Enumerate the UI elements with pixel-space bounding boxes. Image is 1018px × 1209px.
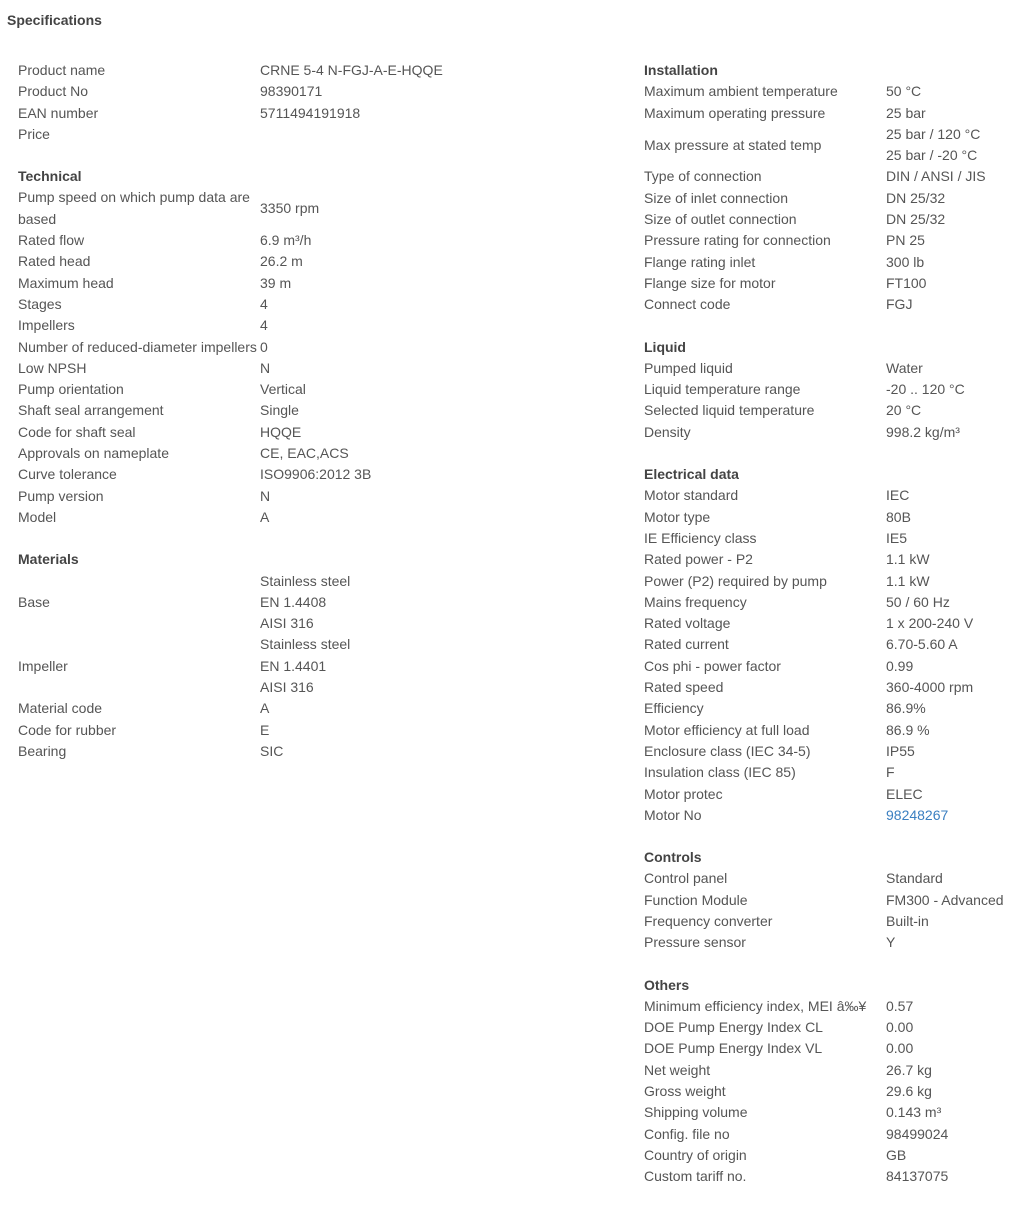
spec-label: Motor standard [644, 487, 739, 504]
spec-value: N [260, 487, 271, 504]
spec-label: Frequency converter [644, 912, 773, 929]
spec-value: 0 [260, 338, 268, 355]
spec-label: Selected liquid temperature [644, 402, 815, 419]
spec-label: Rated head [18, 253, 91, 270]
section-title: Installation [644, 62, 718, 78]
spec-value: Built-in [886, 912, 929, 929]
spec-row [644, 677, 1014, 698]
spec-value: 98390171 [260, 83, 323, 100]
spec-value: HQQE [260, 423, 302, 440]
spec-values [886, 422, 1014, 443]
spec-label: Maximum ambient temperature [644, 83, 838, 100]
spec-label: Liquid temperature range [644, 381, 801, 398]
spec-label: Rated power - P2 [644, 551, 753, 568]
spec-values [886, 528, 1014, 549]
spec-value: FM300 - Advanced [886, 891, 1004, 908]
spec-label: Size of outlet connection [644, 211, 797, 228]
section-title: Controls [644, 849, 702, 866]
spec-section-general [18, 60, 518, 145]
spec-label: Minimum efficiency index, MEI â‰¥ [644, 997, 867, 1014]
spec-row [644, 485, 1014, 506]
spec-value: 98499024 [886, 1125, 949, 1142]
spec-values [886, 805, 1014, 826]
spec-row [644, 230, 1014, 251]
spec-value: 998.2 kg/m³ [886, 423, 960, 440]
spec-row [644, 1038, 1014, 1059]
spec-label: Impellers [18, 317, 75, 334]
spec-value: 26.7 kg [886, 1061, 932, 1078]
spec-value: DN 25/32 [886, 211, 946, 228]
spec-value: 0.00 [886, 1019, 914, 1036]
spec-row [644, 996, 1014, 1017]
spec-values [886, 294, 1014, 315]
spec-value: 6.70-5.60 A [886, 636, 958, 653]
spec-row [644, 81, 1014, 102]
spec-row [18, 294, 518, 315]
spec-row [18, 486, 518, 507]
spec-values [886, 868, 1014, 889]
section-title: Technical [18, 168, 82, 185]
section-title: Others [644, 976, 690, 993]
spec-values [886, 656, 1014, 677]
spec-value: 3350 rpm [260, 200, 320, 217]
spec-label: Config. file no [644, 1125, 730, 1142]
spec-values [886, 932, 1014, 953]
spec-label: Control panel [644, 870, 728, 887]
spec-values [260, 60, 518, 81]
spec-row [644, 358, 1014, 379]
spec-values [260, 464, 518, 485]
spec-values [886, 1102, 1014, 1123]
spec-label: Cos phi - power factor [644, 657, 781, 674]
spec-values [260, 571, 518, 635]
spec-row [18, 720, 518, 741]
spec-section-materials [18, 549, 518, 762]
spec-row [644, 656, 1014, 677]
spec-values [886, 592, 1014, 613]
spec-values [260, 337, 518, 358]
spec-label: DOE Pump Energy Index CL [644, 1019, 823, 1036]
spec-row [18, 698, 518, 719]
spec-value: IP55 [886, 742, 915, 759]
spec-row [18, 443, 518, 464]
spec-label: Efficiency [644, 700, 704, 717]
spec-label: Model [18, 508, 57, 525]
spec-values [886, 996, 1014, 1017]
spec-label: Net weight [644, 1061, 711, 1078]
spec-row [644, 103, 1014, 124]
spec-values [886, 358, 1014, 379]
spec-label: Rated current [644, 636, 729, 653]
spec-label: Curve tolerance [18, 466, 117, 483]
spec-label: Enclosure class (IEC 34-5) [644, 742, 811, 759]
spec-label: Type of connection [644, 168, 762, 185]
spec-value: ISO9906:2012 3B [260, 466, 372, 483]
spec-values [886, 634, 1014, 655]
spec-row [644, 1166, 1014, 1187]
spec-label: Mains frequency [644, 593, 747, 610]
spec-values [886, 677, 1014, 698]
spec-value: 1.1 kW [886, 551, 930, 568]
spec-section-technical [18, 166, 518, 528]
spec-section-others [644, 975, 1014, 1188]
spec-row [18, 379, 518, 400]
spec-label: Shaft seal arrangement [18, 402, 164, 419]
spec-row [18, 230, 518, 251]
spec-values [886, 103, 1014, 124]
spec-row [18, 507, 518, 528]
spec-row [644, 784, 1014, 805]
spec-label: Pressure rating for connection [644, 232, 831, 249]
spec-value: 0.99 [886, 657, 914, 674]
spec-label: Insulation class (IEC 85) [644, 764, 796, 781]
spec-row [18, 464, 518, 485]
spec-row [644, 400, 1014, 421]
spec-value: 1.1 kW [886, 572, 930, 589]
spec-value: 0.00 [886, 1040, 914, 1057]
spec-row [18, 337, 518, 358]
spec-value: 0.143 m³ [886, 1104, 942, 1121]
spec-values [886, 507, 1014, 528]
spec-value: DN 25/32 [886, 189, 946, 206]
spec-row [644, 720, 1014, 741]
spec-row [644, 1081, 1014, 1102]
spec-row [18, 571, 518, 635]
spec-values [260, 198, 518, 219]
spec-label: Stages [18, 295, 62, 312]
spec-values [260, 315, 518, 336]
spec-row [644, 890, 1014, 911]
spec-row [644, 252, 1014, 273]
spec-values [886, 698, 1014, 719]
spec-row [644, 571, 1014, 592]
spec-value: CE, EAC,ACS [260, 445, 349, 462]
spec-value: A [260, 700, 270, 717]
spec-row [644, 1102, 1014, 1123]
spec-value: 29.6 kg [886, 1083, 932, 1100]
spec-row [644, 507, 1014, 528]
spec-values [886, 1060, 1014, 1081]
spec-section-controls [644, 847, 1014, 953]
spec-values [260, 486, 518, 507]
spec-values [260, 273, 518, 294]
spec-row [644, 1145, 1014, 1166]
spec-value-link[interactable]: 98248267 [886, 806, 949, 823]
spec-label: Motor protec [644, 785, 723, 802]
spec-values [886, 485, 1014, 506]
spec-values [886, 1166, 1014, 1187]
spec-row [18, 273, 518, 294]
spec-value: PN 25 [886, 232, 925, 249]
spec-label: Function Module [644, 891, 748, 908]
spec-values [886, 1081, 1014, 1102]
spec-value: Stainless steel [260, 572, 351, 589]
spec-label: Connect code [644, 296, 731, 313]
spec-values [886, 81, 1014, 102]
spec-row [644, 528, 1014, 549]
spec-values [886, 124, 1014, 167]
spec-value: -20 .. 120 °C [886, 381, 965, 398]
spec-values [886, 741, 1014, 762]
spec-label: Pressure sensor [644, 934, 746, 951]
spec-value: EN 1.4401 [260, 657, 327, 674]
spec-value: 84137075 [886, 1168, 949, 1185]
spec-label: Power (P2) required by pump [644, 572, 827, 589]
spec-value: FT100 [886, 274, 927, 291]
page-title: Specifications [7, 12, 102, 28]
spec-label: Rated speed [644, 679, 724, 696]
spec-values [886, 273, 1014, 294]
spec-label: Size of inlet connection [644, 189, 788, 206]
spec-value: Stainless steel [260, 636, 351, 653]
spec-values [886, 784, 1014, 805]
spec-value: GB [886, 1146, 907, 1163]
spec-label: Bearing [18, 742, 67, 759]
spec-values [886, 1145, 1014, 1166]
spec-row [18, 634, 518, 698]
spec-values [260, 230, 518, 251]
spec-value: IEC [886, 487, 910, 504]
spec-values [886, 571, 1014, 592]
spec-row [644, 1017, 1014, 1038]
spec-value: Water [886, 359, 923, 376]
spec-value: N [260, 359, 271, 376]
spec-row [644, 634, 1014, 655]
spec-values [886, 379, 1014, 400]
spec-row [644, 762, 1014, 783]
spec-row [18, 60, 518, 81]
spec-value: Standard [886, 870, 943, 887]
spec-label: Code for shaft seal [18, 423, 136, 440]
spec-row [644, 592, 1014, 613]
spec-value: 300 lb [886, 253, 925, 270]
spec-values [886, 400, 1014, 421]
spec-section-electrical-data [644, 464, 1014, 826]
spec-row [18, 187, 518, 230]
spec-value: Vertical [260, 381, 306, 398]
spec-values [260, 741, 518, 762]
spec-values [260, 422, 518, 443]
spec-label: Pumped liquid [644, 359, 733, 376]
spec-label: Pump version [18, 487, 104, 504]
spec-label: Maximum operating pressure [644, 104, 826, 121]
spec-values [260, 81, 518, 102]
spec-label: Product name [18, 62, 106, 78]
spec-value: 39 m [260, 274, 292, 291]
spec-label: Shipping volume [644, 1104, 748, 1121]
spec-value: CRNE 5-4 N-FGJ-A-E-HQQE [260, 62, 443, 78]
spec-value: Y [886, 934, 896, 951]
spec-values [260, 720, 518, 741]
spec-values [886, 720, 1014, 741]
spec-row [644, 273, 1014, 294]
spec-value: AISI 316 [260, 679, 314, 696]
spec-value: 25 bar / 120 °C [886, 125, 981, 142]
spec-row [644, 294, 1014, 315]
spec-label: Code for rubber [18, 721, 117, 738]
spec-label: Impeller [18, 657, 68, 674]
spec-row [18, 124, 518, 145]
spec-label: Product No [18, 83, 89, 100]
spec-label: Custom tariff no. [644, 1168, 747, 1185]
spec-values [886, 890, 1014, 911]
spec-value: FGJ [886, 296, 913, 313]
spec-value: 360-4000 rpm [886, 679, 974, 696]
spec-value: 20 °C [886, 402, 922, 419]
spec-value: 0.57 [886, 997, 914, 1014]
spec-value: AISI 316 [260, 615, 314, 632]
spec-value: 25 bar [886, 104, 926, 121]
spec-values [260, 294, 518, 315]
spec-values [260, 251, 518, 272]
spec-values [260, 379, 518, 400]
spec-row [18, 358, 518, 379]
spec-value: ELEC [886, 785, 923, 802]
spec-value: E [260, 721, 270, 738]
spec-section-installation [644, 60, 1014, 316]
spec-value: 26.2 m [260, 253, 303, 270]
spec-values [886, 762, 1014, 783]
spec-values [260, 103, 518, 124]
spec-row [18, 400, 518, 421]
spec-section-liquid [644, 337, 1014, 443]
spec-value: F [886, 764, 895, 781]
spec-label: Pump orientation [18, 381, 124, 398]
spec-value: EN 1.4408 [260, 593, 327, 610]
spec-label: Price [18, 125, 50, 142]
spec-row [644, 868, 1014, 889]
spec-row [644, 549, 1014, 570]
spec-row [18, 315, 518, 336]
spec-label: EAN number [18, 104, 99, 121]
left-spec-column [18, 60, 518, 783]
spec-row [18, 103, 518, 124]
spec-values [260, 507, 518, 528]
spec-value: 5711494191918 [260, 104, 361, 121]
spec-label: Motor efficiency at full load [644, 721, 810, 738]
spec-label: Maximum head [18, 274, 114, 291]
spec-value: 1 x 200-240 V [886, 615, 974, 632]
spec-value: 4 [260, 295, 268, 312]
spec-label: Low NPSH [18, 359, 87, 376]
spec-row [644, 613, 1014, 634]
spec-values [886, 911, 1014, 932]
spec-label: Flange rating inlet [644, 253, 756, 270]
spec-label: DOE Pump Energy Index VL [644, 1040, 823, 1057]
spec-label: Number of reduced-diameter impellers [18, 338, 257, 355]
spec-values [886, 188, 1014, 209]
spec-value: IE5 [886, 529, 908, 546]
spec-values [886, 166, 1014, 187]
spec-value: A [260, 508, 270, 525]
spec-row [644, 422, 1014, 443]
spec-values [260, 443, 518, 464]
spec-label: Motor No [644, 806, 702, 823]
spec-row [644, 741, 1014, 762]
spec-value: SIC [260, 742, 284, 759]
section-title: Electrical data [644, 466, 739, 483]
spec-label: Flange size for motor [644, 274, 776, 291]
spec-label: Material code [18, 700, 103, 717]
spec-row [644, 1124, 1014, 1145]
spec-row [644, 698, 1014, 719]
section-title: Liquid [644, 338, 686, 355]
spec-row [644, 379, 1014, 400]
spec-value: 86.9 % [886, 721, 930, 738]
right-spec-column [644, 60, 1014, 1209]
spec-row [18, 251, 518, 272]
section-title: Materials [18, 551, 79, 568]
spec-value: 6.9 m³/h [260, 232, 312, 249]
spec-values [886, 1124, 1014, 1145]
spec-values [260, 634, 518, 698]
spec-value: DIN / ANSI / JIS [886, 168, 986, 185]
spec-label: Max pressure at stated temp [644, 136, 822, 153]
spec-row [18, 81, 518, 102]
spec-label: Motor type [644, 508, 711, 525]
spec-values [886, 252, 1014, 273]
spec-label: Country of origin [644, 1146, 747, 1163]
spec-label: IE Efficiency class [644, 529, 757, 546]
spec-values [886, 613, 1014, 634]
spec-row [18, 741, 518, 762]
spec-row [644, 911, 1014, 932]
spec-row [644, 124, 1014, 167]
spec-values [260, 400, 518, 421]
spec-value: 50 / 60 Hz [886, 593, 950, 610]
spec-row [644, 188, 1014, 209]
spec-values [886, 1038, 1014, 1059]
spec-values [886, 1017, 1014, 1038]
spec-row [18, 422, 518, 443]
spec-label: Rated flow [18, 232, 85, 249]
spec-row [644, 932, 1014, 953]
spec-values [886, 209, 1014, 230]
spec-value: Single [260, 402, 299, 419]
spec-values [886, 549, 1014, 570]
spec-row [644, 166, 1014, 187]
spec-label: Pump speed on which pump data are based [18, 189, 250, 227]
spec-value: 86.9% [886, 700, 926, 717]
spec-label: Gross weight [644, 1083, 726, 1100]
spec-row [644, 1060, 1014, 1081]
spec-values [260, 698, 518, 719]
spec-label: Rated voltage [644, 615, 731, 632]
spec-value: 50 °C [886, 83, 922, 100]
spec-row [644, 805, 1014, 826]
spec-values [260, 358, 518, 379]
spec-label: Approvals on nameplate [18, 445, 169, 462]
spec-value: 4 [260, 317, 268, 334]
spec-label: Density [644, 423, 691, 440]
spec-value: 25 bar / -20 °C [886, 147, 978, 164]
spec-value: 80B [886, 508, 911, 525]
spec-values [886, 230, 1014, 251]
spec-row [644, 209, 1014, 230]
spec-label: Base [18, 593, 50, 610]
